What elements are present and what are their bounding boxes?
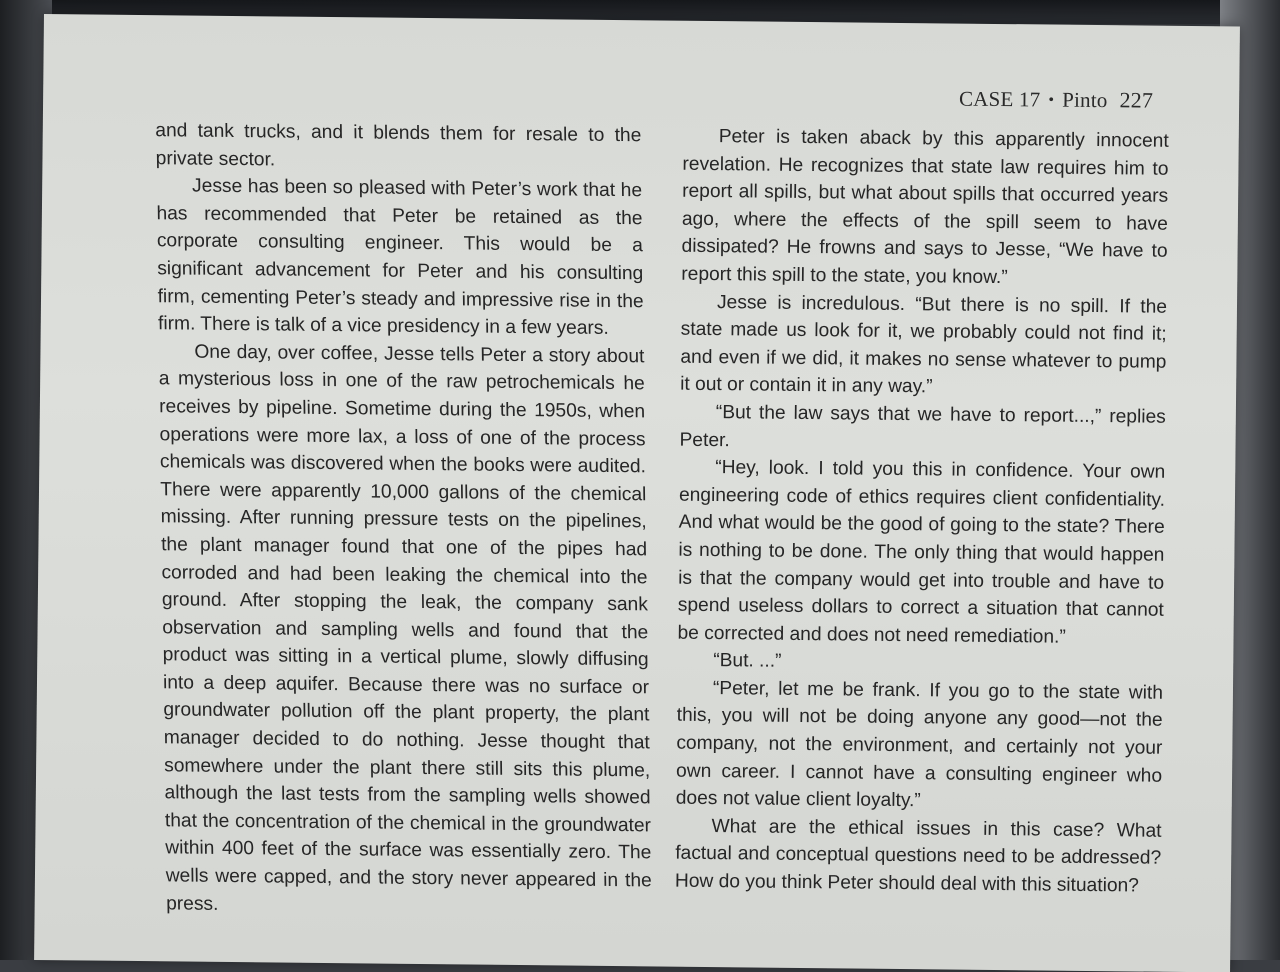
- running-header: [959, 86, 1153, 114]
- paragraph: Jesse is incredulous. “But there is no spill. If the state made us look for it, we probably could not find it; and even if we did, it makes no sense whatever to pump it out or contain it in any way.”: [680, 291, 1168, 398]
- right-text-column: [675, 123, 1169, 901]
- paragraph: Peter is taken aback by this apparently innocent revelation. He recognizes that state law requires him to report all spills, but what about spills that occurred years ago, where the effects of the spill seem to have dissipated? He frowns and says to Jesse, “We have to report this spill to the state, you know.”: [681, 126, 1169, 289]
- left-text-column: [155, 117, 652, 922]
- paragraph: “Peter, let me be frank. If you go to the state with this, you will not be doing anyone any good—not the company, not the environment, and certainly not your own career. I cannot have a consulting engineer who does not value client loyalty.”: [675, 677, 1164, 812]
- page-number: 227: [1119, 87, 1154, 113]
- running-head-case: CASE 17: [958, 86, 1041, 112]
- paragraph: “But the law says that we have to report...,” replies Peter.: [679, 401, 1166, 451]
- running-head-title: Pinto: [1062, 87, 1108, 113]
- paragraph: “Hey, look. I told you this in confidence. Your own engineering code of ethics requires client confidentiality. And what would be the good of going to the state? There is nothing to be done. The only thing that would happen is that the company would get into trouble and have to spend useless dollars to correct a situation that cannot be corrected and does not need remediation.”: [677, 457, 1166, 648]
- paragraph: “But. ...”: [713, 650, 782, 673]
- paragraph: One day, over coffee, Jesse tells Peter a story about a mysterious loss in one of the raw petrochemicals he receives by pipeline. Sometime during the 1950s, when operations were more lax, a loss of one of the process chemicals was discovered when the books were audited. There were apparently 10,000 gallons of the chemical missing. After running pressure tests on the pipelines, the plant manager found that one of the pipes had corroded and had been leaking the chemical into the ground. After stopping the leak, the company sank observation and sampling wells and found that the product was sitting in a vertical plume, slowly diffusing into a deep aquifer. Because there was no surface or groundwater pollution off the plant property, the plant manager decided to do nothing. Jesse thought that somewhere under the plant there still sits this plume, although the last tests from the sampling wells showed that the concentration of the chemical in the groundwater within 400 feet of the surface was essentially zero. The wells were capped, and the story never appeared in the press.: [158, 341, 652, 915]
- header-bullet: •: [1048, 91, 1055, 109]
- book-page: [34, 14, 1240, 972]
- paragraph: What are the ethical issues in this case? What factual and conceptual questions need to be addressed? How do you think Peter should deal with this situation?: [674, 815, 1162, 897]
- paragraph: Jesse has been so pleased with Peter’s work that he has recommended that Peter be retained as the corporate consulting engineer. This would be a significant advancement for Peter and his consulting firm, cementing Peter’s steady and impressive rise in the firm. There is talk of a vice presidency in a few years.: [156, 175, 644, 340]
- paragraph: and tank trucks, and it blends them for resale to the private sector.: [155, 120, 642, 171]
